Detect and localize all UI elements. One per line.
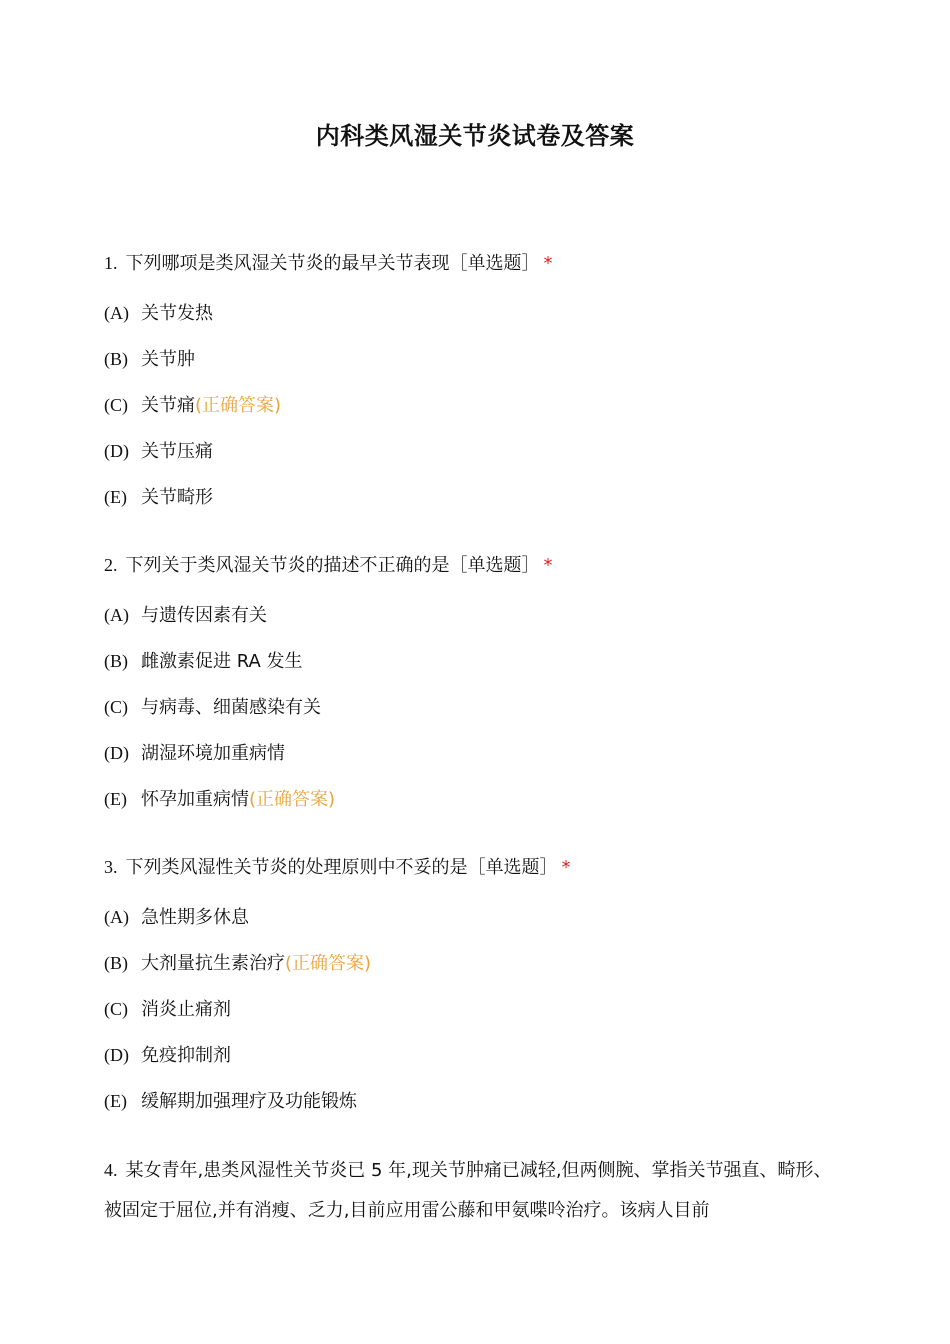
correct-answer-tag: (正确答案) [249,789,336,810]
required-mark: * [543,555,553,576]
option-letter: (D) [104,743,129,763]
question-list [104,244,849,1231]
correct-answer-tag: (正确答案) [195,395,282,416]
option-text: 怀孕加重病情 [141,789,249,810]
option-c[interactable] [104,994,849,1040]
correct-answer-tag: (正确答案) [285,953,372,974]
option-d[interactable] [104,1040,849,1086]
option-text: 大剂量抗生素治疗 [141,953,285,974]
option-b[interactable] [104,948,849,994]
option-letter: (E) [104,487,127,507]
question-number: 3. [104,857,118,877]
option-text: 消炎止痛剂 [141,999,231,1020]
option-a[interactable] [104,902,849,948]
question-number: 4. [104,1160,118,1180]
question-text: 下列关于类风湿关节炎的描述不正确的是［单选题］ [125,555,540,576]
question-header [104,1150,849,1231]
option-letter: (B) [104,953,128,973]
question-4 [104,1150,849,1231]
option-letter: (B) [104,651,128,671]
option-letter: (C) [104,999,128,1019]
option-letter: (E) [104,1091,127,1111]
option-list [104,902,849,1132]
option-text: 关节痛 [141,395,195,416]
question-header [104,546,849,584]
option-text: 雌激素促进 RA 发生 [141,651,303,672]
option-e[interactable] [104,482,849,528]
question-header [104,244,849,282]
question-header [104,848,849,886]
option-e[interactable] [104,1086,849,1132]
option-text: 免疫抑制剂 [141,1045,231,1066]
option-text: 与遗传因素有关 [141,605,267,626]
question-2 [104,546,849,830]
option-text: 关节发热 [141,303,213,324]
required-mark: * [543,253,553,274]
option-d[interactable] [104,436,849,482]
question-3 [104,848,849,1132]
option-text: 关节肿 [141,349,195,370]
option-letter: (A) [104,605,129,625]
option-letter: (E) [104,789,127,809]
option-b[interactable] [104,344,849,390]
option-text: 关节畸形 [141,487,213,508]
question-text: 下列类风湿性关节炎的处理原则中不妥的是［单选题］ [125,857,558,878]
option-text: 湖湿环境加重病情 [141,743,285,764]
option-text: 与病毒、细菌感染有关 [141,697,321,718]
option-c[interactable] [104,692,849,738]
question-text: 下列哪项是类风湿关节炎的最早关节表现［单选题］ [125,253,540,274]
option-letter: (C) [104,697,128,717]
option-e[interactable] [104,784,849,830]
question-1 [104,244,849,528]
option-list [104,600,849,830]
option-c[interactable] [104,390,849,436]
option-letter: (D) [104,1045,129,1065]
option-a[interactable] [104,298,849,344]
document-title: 内科类风湿关节炎试卷及答案 [315,122,635,150]
option-letter: (A) [104,907,129,927]
option-letter: (A) [104,303,129,323]
option-d[interactable] [104,738,849,784]
required-mark: * [561,857,571,878]
option-letter: (B) [104,349,128,369]
option-text: 关节压痛 [141,441,213,462]
question-number: 1. [104,253,118,273]
option-a[interactable] [104,600,849,646]
option-text: 缓解期加强理疗及功能锻炼 [141,1091,357,1112]
option-text: 急性期多休息 [141,907,249,928]
question-number: 2. [104,555,118,575]
option-b[interactable] [104,646,849,692]
option-list [104,298,849,528]
option-letter: (C) [104,395,128,415]
question-text: 某女青年,患类风湿性关节炎已 5 年,现关节肿痛已减轻,但两侧腕、掌指关节强直、畸形、被固定于屈位,并有消瘦、乏力,目前应用雷公藤和甲氨喋呤治疗。该病人目前 [104,1160,832,1221]
option-letter: (D) [104,441,129,461]
